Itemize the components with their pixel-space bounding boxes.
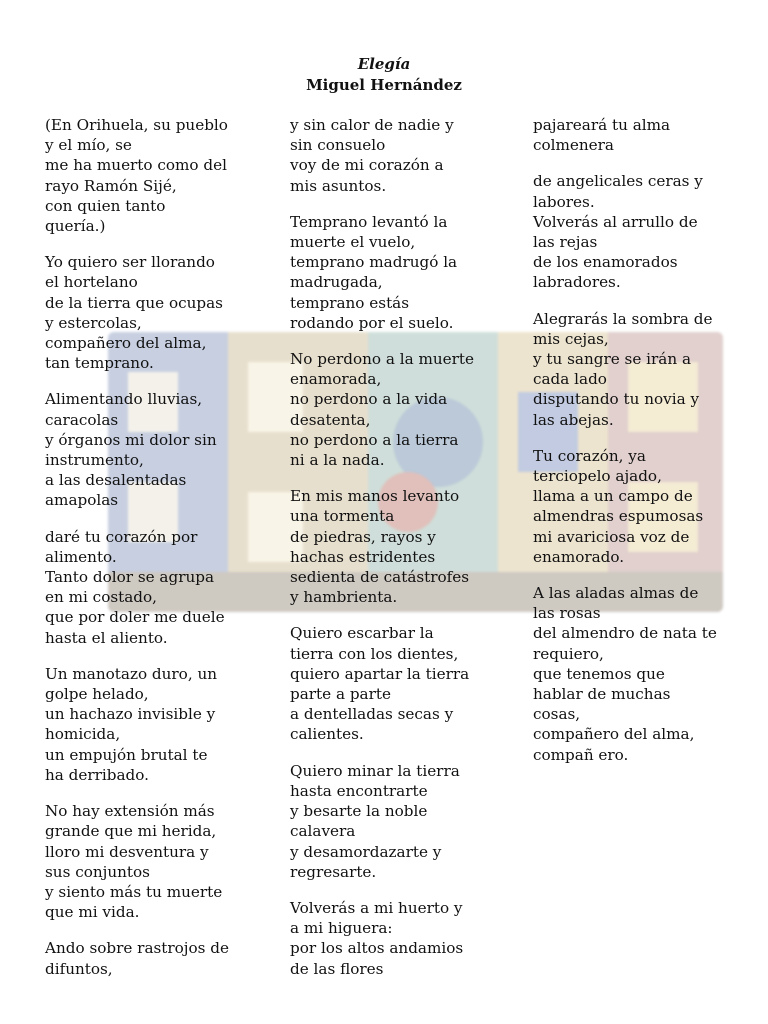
verse-line: Quiero escarbar la <box>290 624 434 643</box>
verse-line: y órganos mi dolor sin <box>45 430 217 449</box>
verse-line: ni a la nada. <box>290 451 385 470</box>
stanza <box>533 583 743 765</box>
verse-line: Quiero minar la tierra <box>290 761 460 780</box>
verse-line: homicida, <box>45 725 121 744</box>
verse-line: de la tierra que ocupas <box>45 293 223 312</box>
verse-line: las rejas <box>533 233 598 252</box>
verse-line: requiero, <box>533 644 604 663</box>
verse-line: labradores. <box>533 273 621 292</box>
verse-line: que por doler me duele <box>45 608 225 627</box>
stanza <box>533 446 743 567</box>
verse-line: Tu corazón, ya <box>533 446 646 465</box>
verse-line: cosas, <box>533 705 581 724</box>
verse-line: lloro mi desventura y <box>45 842 209 861</box>
verse-line: de las flores <box>290 959 384 978</box>
verse-line: daré tu corazón por <box>45 527 198 546</box>
verse-line: no perdono a la tierra <box>290 430 459 449</box>
verse-line: compañero del alma, <box>533 725 695 744</box>
verse-line: Alegrarás la sombra de <box>533 309 713 328</box>
verse-line: a las desalentadas <box>45 471 187 490</box>
stanza <box>533 115 743 155</box>
verse-line: enamorado. <box>533 547 625 566</box>
verse-line: hachas estridentes <box>290 547 436 566</box>
verse-line: Yo quiero ser llorando <box>45 253 215 272</box>
stanza <box>290 898 500 979</box>
stanza <box>533 171 743 292</box>
verse-line: de los enamorados <box>533 253 678 272</box>
verse-line: instrumento, <box>45 451 144 470</box>
verse-line: mi avariciosa voz de <box>533 527 690 546</box>
verse-line: muerte el vuelo, <box>290 233 416 252</box>
verse-line: y tu sangre se irán a <box>533 350 691 369</box>
stanza <box>45 938 255 978</box>
verse-line: un hachazo invisible y <box>45 705 216 724</box>
stanza <box>533 309 743 430</box>
poem-author: Miguel Hernández <box>306 76 462 94</box>
stanza <box>45 252 255 373</box>
verse-line: llama a un campo de <box>533 487 693 506</box>
poem-column-2 <box>290 115 500 995</box>
verse-line: hasta el aliento. <box>45 628 168 647</box>
stanza <box>45 389 255 510</box>
verse-line: una tormenta <box>290 507 395 526</box>
verse-line: caracolas <box>45 410 119 429</box>
stanza <box>45 115 255 236</box>
verse-line: grande que mi herida, <box>45 822 217 841</box>
verse-line: Volverás a mi huerto y <box>290 898 463 917</box>
verse-line: voy de mi corazón a <box>290 156 444 175</box>
verse-line: A las aladas almas de <box>533 584 699 603</box>
stanza <box>290 212 500 333</box>
verse-line: hasta encontrarte <box>290 781 428 800</box>
verse-line: No hay extensión más <box>45 802 215 821</box>
verse-line: parte a parte <box>290 685 391 704</box>
verse-line: sin consuelo <box>290 136 386 155</box>
verse-line: no perdono a la vida <box>290 390 448 409</box>
verse-line: temprano estás <box>290 293 410 312</box>
verse-line: mis asuntos. <box>290 176 387 195</box>
verse-line: hablar de muchas <box>533 685 671 704</box>
verse-line: sus conjuntos <box>45 862 150 881</box>
verse-line: rayo Ramón Sijé, <box>45 176 177 195</box>
verse-line: Alimentando lluvias, <box>45 390 203 409</box>
verse-line: temprano madrugó la <box>290 253 458 272</box>
verse-line: desatenta, <box>290 410 371 429</box>
stanza <box>45 664 255 785</box>
verse-line: Ando sobre rastrojos de <box>45 939 229 958</box>
verse-line: mis cejas, <box>533 329 609 348</box>
verse-line: sedienta de catástrofes <box>290 568 470 587</box>
verse-line: y desamordazarte y <box>290 842 442 861</box>
verse-line: ha derribado. <box>45 765 149 784</box>
verse-line: calientes. <box>290 725 364 744</box>
stanza <box>290 486 500 607</box>
verse-line: las rosas <box>533 604 601 623</box>
verse-line: que mi vida. <box>45 903 140 922</box>
verse-line: por los altos andamios <box>290 939 464 958</box>
stanza <box>45 527 255 648</box>
verse-line: disputando tu novia y <box>533 390 700 409</box>
verse-line: alimento. <box>45 547 117 566</box>
verse-line: golpe helado, <box>45 685 149 704</box>
verse-line: cada lado <box>533 370 607 389</box>
verse-line: madrugada, <box>290 273 383 292</box>
verse-line: a mi higuera: <box>290 919 393 938</box>
stanza <box>45 801 255 922</box>
poem-column-3 <box>533 115 743 781</box>
verse-line: amapolas <box>45 491 119 510</box>
verse-line: terciopelo ajado, <box>533 467 662 486</box>
verse-line: Volverás al arrullo de <box>533 212 698 231</box>
stanza <box>290 115 500 196</box>
verse-line: quería.) <box>45 217 106 236</box>
verse-line: con quien tanto <box>45 196 166 215</box>
verse-line: tan temprano. <box>45 354 154 373</box>
verse-line: y siento más tu muerte <box>45 882 223 901</box>
poem-title: Elegía <box>357 55 411 73</box>
verse-line: las abejas. <box>533 410 614 429</box>
verse-line: en mi costado, <box>45 588 157 607</box>
verse-line: En mis manos levanto <box>290 487 460 506</box>
verse-line: regresarte. <box>290 862 377 881</box>
verse-line: y hambrienta. <box>290 588 398 607</box>
stanza <box>290 761 500 882</box>
verse-line: calavera <box>290 822 356 841</box>
verse-line: No perdono a la muerte <box>290 350 474 369</box>
verse-line: y sin calor de nadie y <box>290 116 454 134</box>
verse-line: pajareará tu alma <box>533 116 671 134</box>
verse-line: quiero apartar la tierra <box>290 664 470 683</box>
verse-line: enamorada, <box>290 370 382 389</box>
verse-line: colmenera <box>533 136 614 155</box>
verse-line: compañero del alma, <box>45 334 207 353</box>
verse-line: y el mío, se <box>45 136 132 155</box>
verse-line: a dentelladas secas y <box>290 705 454 724</box>
verse-line: de angelicales ceras y <box>533 172 703 191</box>
verse-line: Tanto dolor se agrupa <box>45 568 215 587</box>
stanza <box>290 349 500 470</box>
verse-line: que tenemos que <box>533 664 665 683</box>
verse-line: un empujón brutal te <box>45 745 208 764</box>
verse-line: y besarte la noble <box>290 802 428 821</box>
verse-line: labores. <box>533 192 595 211</box>
verse-line: me ha muerto como del <box>45 156 227 175</box>
verse-line: rodando por el suelo. <box>290 313 454 332</box>
verse-line: Temprano levantó la <box>290 212 448 231</box>
verse-line: (En Orihuela, su pueblo <box>45 116 228 134</box>
verse-line: y estercolas, <box>45 313 142 332</box>
stanza <box>290 623 500 744</box>
poem-column-1 <box>45 115 255 995</box>
verse-line: compañ ero. <box>533 745 629 764</box>
verse-line: del almendro de nata te <box>533 624 717 643</box>
verse-line: el hortelano <box>45 273 138 292</box>
verse-line: de piedras, rayos y <box>290 527 436 546</box>
verse-line: almendras espumosas <box>533 507 704 526</box>
verse-line: tierra con los dientes, <box>290 644 459 663</box>
verse-line: Un manotazo duro, un <box>45 664 218 683</box>
verse-line: difuntos, <box>45 959 113 978</box>
